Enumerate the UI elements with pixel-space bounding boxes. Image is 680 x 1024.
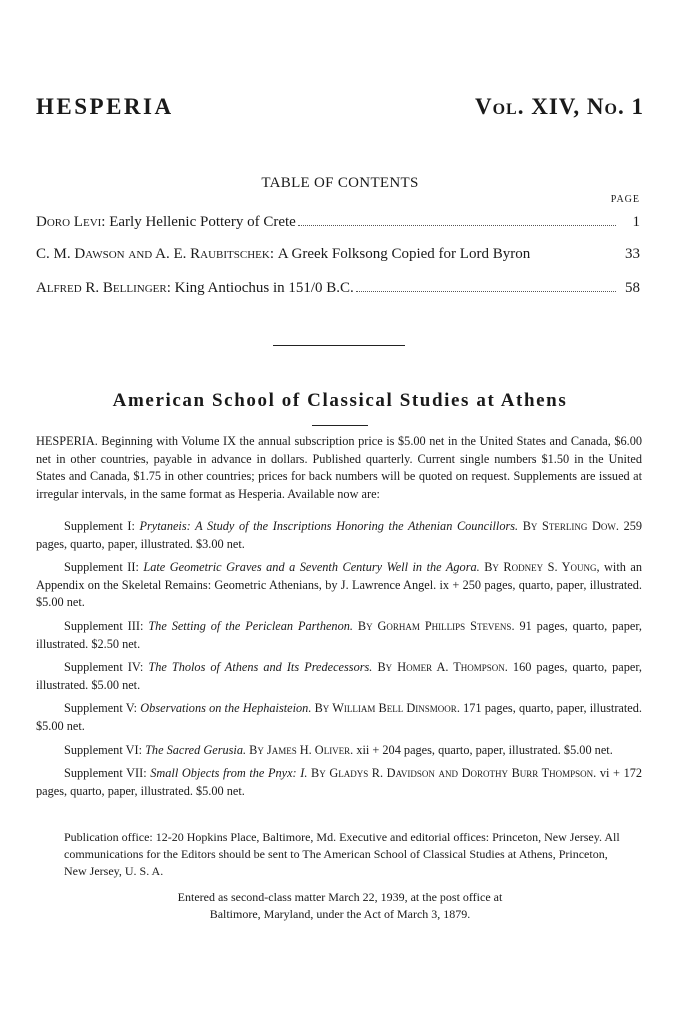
supplement-details: 259 pages, quarto, paper, illustrated. $3.00 net.: [36, 519, 643, 551]
supplement-title: Prytaneis: A Study of the Inscriptions Honoring the Athenian Councillors.: [139, 519, 519, 533]
postal-entry-line: Entered as second-class matter March 22, 1939, at the post office at: [177, 890, 503, 904]
toc-entry[interactable]: [36, 280, 640, 302]
toc-page-label: PAGE: [610, 194, 640, 205]
section-divider: [273, 345, 405, 346]
supplement-author: By William Bell Dinsmoor.: [314, 701, 460, 716]
toc-page-number: 33: [625, 246, 640, 262]
volume-label: Vol. XIV, No. 1: [475, 94, 644, 119]
supplement-details: 160 pages, quarto, paper, illustrated. $5.00 net.: [36, 660, 642, 692]
supplement-details: with an Appendix on the Skeletal Remains: Geometric Athenians, by J. Lawrence Angel. ix + 250 pages, quarto, paper, illustrated. $5.00 net.: [36, 560, 643, 610]
toc-page-number: 58: [625, 280, 640, 296]
publication-info: Publication office: 12-20 Hopkins Place, Baltimore, Md. Executive and editorial offices: Princeton, New Jersey. All communications for the Editors should be sent to The American School of Classical Studies at Athens, Princeton, New Jersey, U. S. A.: [64, 830, 620, 878]
toc-entry[interactable]: [36, 246, 640, 268]
dot-leader: [298, 214, 616, 226]
postal-entry-line: Baltimore, Maryland, under the Act of March 3, 1879.: [209, 907, 471, 921]
supplement-label: Supplement V:: [64, 701, 138, 716]
supplement-author: By James H. Oliver.: [249, 742, 354, 757]
toc-separator: :: [166, 280, 171, 296]
supplement-item: [36, 618, 642, 653]
supplement-title: Small Objects from the Pnyx: I.: [150, 766, 308, 781]
supplement-label: Supplement VII:: [64, 766, 147, 781]
running-head: [36, 94, 644, 126]
supplements-list: [36, 518, 642, 806]
supplement-details: 91 pages, quarto, paper, illustrated. $2.50 net.: [36, 618, 642, 651]
toc-article-title: King Antiochus in 151/0 B.C.: [174, 280, 354, 296]
school-title: American School of Classical Studies at Athens: [112, 390, 568, 411]
toc-author: C. M. Dawson and A. E. Raubitschek: [36, 246, 270, 262]
supplement-details: vi + 172 pages, quarto, paper, illustrated. $5.00 net.: [36, 766, 643, 798]
supplement-label: Supplement IV:: [64, 660, 144, 675]
toc-article-title: Early Hellenic Pottery of Crete: [109, 214, 296, 230]
supplement-label: Supplement VI:: [64, 742, 142, 757]
supplement-author: By Gladys R. Davidson and Dorothy Burr Thompson.: [311, 766, 597, 781]
toc-article-title: A Greek Folksong Copied for Lord Byron: [277, 246, 531, 262]
toc-entry[interactable]: [36, 214, 640, 236]
subscription-paragraph: HESPERIA. Beginning with Volume IX the annual subscription price is $5.00 net in the United States and Canada, $6.00 net in other countries, payable in advance in dollars. Published quarterly. Current single numbers $1.50 in the United States and Canada, $1.75 in other countries; prices for back numbers will be quoted on request. Supplements are issued at irregular intervals, in the same format as Hesperia. Available now are:: [36, 434, 642, 501]
toc-author: Alfred R. Bellinger: [36, 280, 167, 296]
dot-leader: [356, 280, 616, 292]
supplement-title: The Setting of the Periclean Parthenon.: [148, 618, 353, 633]
journal-name: HESPERIA: [36, 94, 174, 119]
supplement-details: xii + 204 pages, quarto, paper, illustrated. $5.00 net.: [356, 742, 613, 757]
supplement-label: Supplement II:: [64, 560, 139, 575]
toc-separator: :: [269, 246, 274, 262]
supplement-author: By Gorham Phillips Stevens.: [357, 618, 515, 633]
supplement-item: [36, 559, 642, 612]
supplement-author: By Rodney S. Young,: [484, 560, 600, 575]
supplement-author: By Homer A. Thompson.: [377, 660, 508, 675]
supplement-title: Late Geometric Graves and a Seventh Century Well in the Agora.: [143, 560, 480, 575]
supplement-title: The Tholos of Athens and Its Predecessors.: [148, 660, 373, 675]
supplement-item: [36, 700, 642, 735]
supplement-label: Supplement I:: [64, 519, 135, 533]
toc-author: Doro Levi: [36, 214, 102, 230]
supplement-item: [36, 518, 642, 553]
postal-entry-note: [0, 889, 680, 923]
supplement-item: [36, 742, 642, 760]
title-underline: [312, 425, 368, 426]
toc-title: TABLE OF CONTENTS: [261, 175, 419, 191]
dot-leader: [532, 247, 616, 258]
supplement-item: [36, 765, 642, 800]
supplement-item: [36, 659, 642, 694]
supplement-title: Observations on the Hephaisteion.: [140, 701, 312, 716]
supplement-details: 171 pages, quarto, paper, illustrated. $5.00 net.: [36, 701, 642, 733]
toc-separator: :: [101, 214, 106, 230]
toc-page-number: 1: [632, 214, 640, 230]
supplement-title: The Sacred Gerusia.: [145, 742, 247, 757]
supplement-label: Supplement III:: [64, 618, 144, 633]
supplement-author: By Sterling Dow.: [522, 519, 619, 533]
